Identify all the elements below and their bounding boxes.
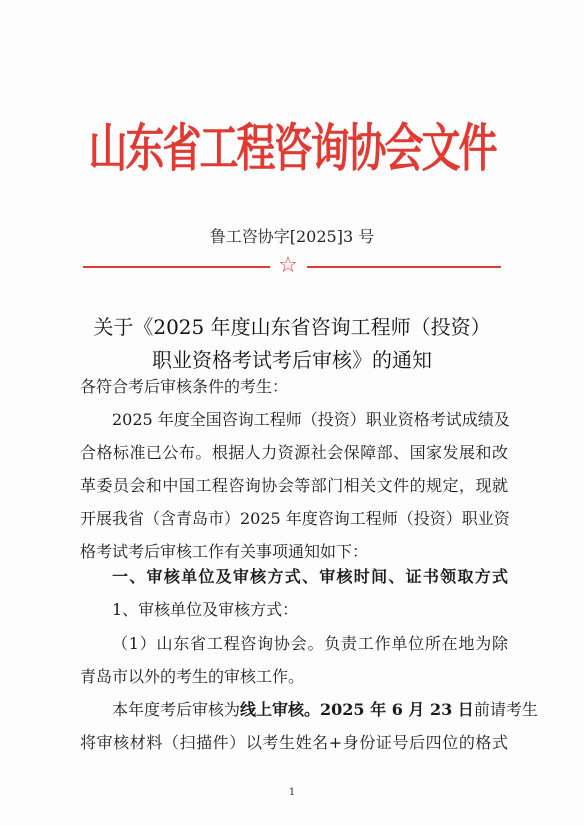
paragraph-line xyxy=(112,700,538,720)
salutation: 各符合考后审核条件的考生： xyxy=(80,377,289,396)
header-separator-left xyxy=(83,266,270,268)
star-icon: ☆ xyxy=(278,253,298,278)
paragraph-line: 开展我省（含青岛市）2025 年度咨询工程师（投资）职业资 xyxy=(80,509,510,528)
document-number: 鲁工咨协字[2025]3 号 xyxy=(209,227,375,246)
page-number: 1 xyxy=(288,787,296,798)
text-run: 前请考生 xyxy=(473,700,538,719)
subsection-heading: 1、审核单位及审核方式： xyxy=(112,600,299,619)
emphasized-text: 线上审核。2025 年 6 月 23 日 xyxy=(240,700,474,719)
header-separator-right xyxy=(307,266,501,268)
paragraph-line: 格考试考后审核工作有关事项通知如下： xyxy=(80,542,369,561)
text-run: 本年度考后审核为 xyxy=(112,700,241,719)
paragraph-line: 将审核材料（扫描件）以考生姓名+身份证号后四位的格式 xyxy=(80,733,508,752)
paragraph-line: 青岛市以外的考生的审核工作。 xyxy=(80,667,305,686)
document-header-title: 山东省工程咨询协会文件 xyxy=(88,118,496,180)
paragraph-line: 革委员会和中国工程咨询协会等部门相关文件的规定，现就 xyxy=(80,476,508,495)
section-heading: 一、审核单位及审核方式、审核时间、证书领取方式 xyxy=(112,567,508,586)
notice-title-line1: 关于《2025 年度山东省咨询工程师（投资） xyxy=(93,315,491,339)
paragraph-line: 2025 年度全国咨询工程师（投资）职业资格考试成绩及 xyxy=(112,410,510,429)
paragraph-line: 合格标准已公布。根据人力资源社会保障部、国家发展和改 xyxy=(80,443,508,462)
notice-title-line2: 职业资格考试考后审核》的通知 xyxy=(152,348,432,372)
paragraph-line: （1）山东省工程咨询协会。负责工作单位所在地为除 xyxy=(112,634,508,653)
